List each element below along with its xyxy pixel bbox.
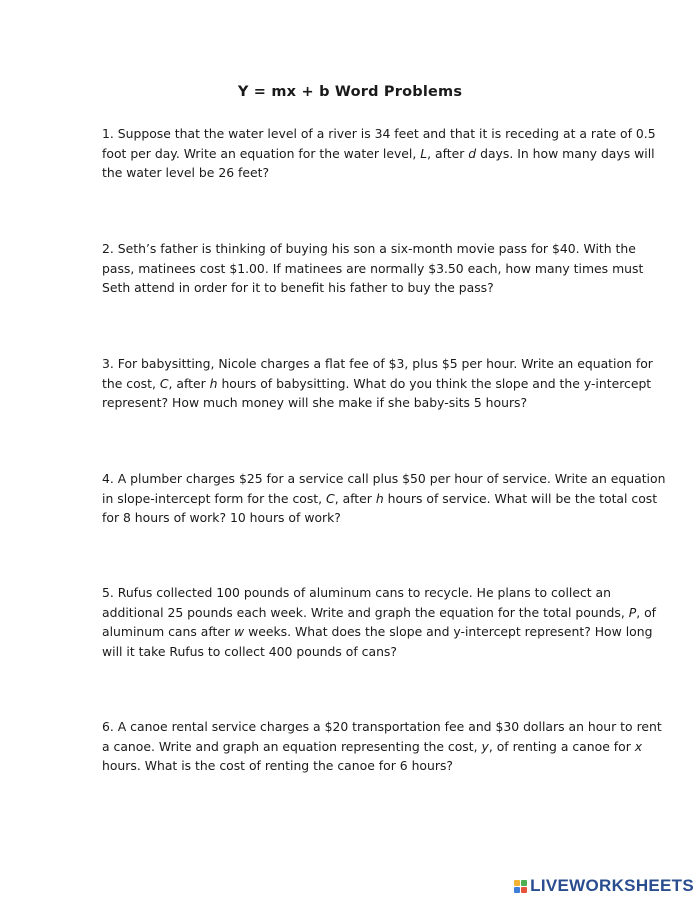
problem-text: 3. For babysitting, Nicole charges a flat fee of $3, plus $5 per hour. Write an equation for the cost, (102, 356, 653, 391)
variable: h (209, 375, 218, 391)
problem-text: days. In how many days will the water level be 26 feet? (102, 145, 655, 180)
problem-text: 4. A plumber charges $25 for a service call plus $50 per hour of service. Write an equation in slope-intercept form for the cost, (102, 471, 666, 506)
problem-1 (102, 124, 672, 183)
problem-5 (102, 583, 672, 661)
variable: h (375, 490, 384, 506)
variable: C (159, 375, 169, 391)
problem-text: hours. What is the cost of renting the canoe for 6 hours? (102, 758, 453, 773)
variable: P (628, 604, 637, 620)
logo-square (521, 887, 527, 893)
liveworksheets-logo[interactable] (514, 876, 694, 896)
logo-square (521, 880, 527, 886)
problem-text: , of aluminum cans after (102, 604, 657, 639)
variable: y (481, 738, 489, 754)
problem-text: 5. Rufus collected 100 pounds of aluminum cans to recycle. He plans to collect an additional 25 pounds each week. Write and graph the equation for the total pounds, (102, 585, 629, 620)
variable: w (234, 624, 245, 639)
problem-text: , of renting a canoe for (488, 738, 635, 754)
problem-text: 1. Suppose that the water level of a river is 34 feet and that it is receding at a rate of 0.5 foot per day. Write an equation for the water level, (102, 126, 656, 161)
problem-text: , after (427, 145, 469, 161)
problem-text: weeks. What does the slope and y-intercept represent? How long will it take Rufus to collect 400 pounds of cans? (102, 624, 653, 659)
problem-text: hours of service. What will be the total cost for 8 hours of work? 10 hours of work? (102, 490, 658, 525)
problem-4 (102, 469, 672, 528)
problem-text: 2. Seth’s father is thinking of buying his son a six-month movie pass for $40. With the pass, matinees cost $1.00. If matinees are normally $3.50 each, how many times must Seth attend in order for it to benefit his father to buy the pass? (102, 241, 644, 295)
problem-text: 6. A canoe rental service charges a $20 transportation fee and $30 dollars an hour to rent a canoe. Write and graph an equation representing the cost, (102, 719, 662, 754)
variable: L (420, 145, 428, 161)
problem-text: , after (334, 490, 376, 506)
problem-3 (102, 354, 672, 413)
variable: C (326, 490, 335, 506)
problem-text: hours of babysitting. What do you think the slope and the y-intercept represent? How much money will she make if she baby-sits 5 hours? (102, 375, 652, 410)
liveworksheets-wordmark: LIVEWORKSHEETS (530, 876, 694, 895)
logo-square (514, 880, 520, 886)
problem-text: , after (168, 375, 210, 391)
problem-2 (102, 239, 672, 298)
logo-square (514, 887, 520, 893)
problem-6 (102, 717, 672, 776)
variable: x (634, 738, 643, 754)
page-title: Y = mx + b Word Problems (237, 84, 463, 100)
liveworksheets-logo-icon (514, 880, 527, 893)
variable: d (468, 145, 477, 161)
